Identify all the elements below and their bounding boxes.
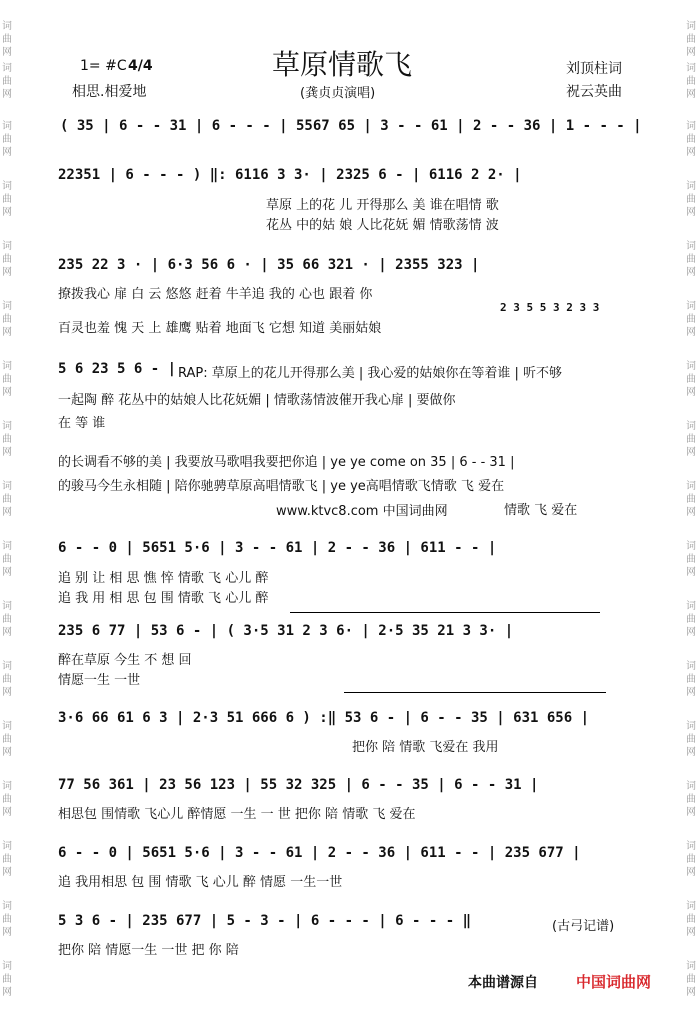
wm-char: 词: [686, 63, 696, 74]
wm-char: 词: [2, 601, 12, 612]
wm-char: 曲: [686, 134, 696, 145]
wm-char: 曲: [686, 614, 696, 625]
lyric-row: 情愿一生 一世: [58, 673, 141, 688]
wm-char: 词: [2, 301, 12, 312]
lyricist: 刘顶柱词: [566, 61, 622, 77]
notation-row: 6 - - 0 | 5651 5·6 | 3 - - 61 | 2 - - 36 | 611 - - |: [58, 540, 497, 556]
lyric-row: 的骏马今生永相随 | 陪你驰骋草原高唱情歌飞 | ye ye高唱情歌飞情歌 飞 爱在: [58, 479, 505, 494]
wm-char: 网: [686, 567, 696, 578]
wm-char: 词: [686, 301, 696, 312]
wm-char: 词: [686, 661, 696, 672]
wm-char: 曲: [2, 974, 12, 985]
wm-char: 词: [686, 721, 696, 732]
wm-char: 曲: [2, 314, 12, 325]
notation-row: 235 6 77 | 53 6 - | ( 3·5 31 2 3 6· | 2·5 35 21 3 3· |: [58, 623, 514, 639]
wm-char: 曲: [686, 494, 696, 505]
lyric-row: 把你 陪 情愿一生 一世 把 你 陪: [58, 943, 239, 958]
page-title: 草原情歌飞: [272, 48, 413, 81]
wm-char: 网: [2, 447, 12, 458]
notation-row: 6 - - 0 | 5651 5·6 | 3 - - 61 | 2 - - 36 | 611 - - | 235 677 |: [58, 845, 581, 861]
wm-char: 网: [686, 267, 696, 278]
wm-char: 曲: [2, 134, 12, 145]
transcriber-note: (古弓记谱): [552, 919, 615, 934]
notation-row: 5 3 6 - | 235 677 | 5 - 3 - | 6 - - - | 6 - - - ‖: [58, 913, 472, 929]
wm-char: 曲: [686, 194, 696, 205]
lyric-row: 相思包 围情歌 飞心儿 醉情愿 一生 一 世 把你 陪 情歌 飞 爱在: [58, 807, 416, 822]
wm-char: 词: [2, 361, 12, 372]
wm-char: 网: [686, 207, 696, 218]
wm-char: 词: [686, 481, 696, 492]
notation-row: ( 35 | 6 - - 31 | 6 - - - | 5567 65 | 3 - - 61 | 2 - - 36 | 1 - - - |: [60, 118, 642, 134]
notation-row: 77 56 361 | 23 56 123 | 55 32 325 | 6 - - 35 | 6 - - 31 |: [58, 777, 539, 793]
wm-char: 网: [686, 687, 696, 698]
wm-char: 曲: [686, 674, 696, 685]
wm-char: 曲: [686, 254, 696, 265]
alt-notation: 2 3 5 5 3 2 3 3: [500, 301, 600, 314]
lyric-row: 情歌 飞 爱在: [504, 503, 578, 518]
wm-char: 曲: [686, 854, 696, 865]
wm-char: 词: [2, 21, 12, 32]
site-link[interactable]: 中国词曲网: [576, 973, 652, 991]
wm-char: 词: [686, 961, 696, 972]
lyric-row: 追 别 让 相 思 憔 悴 情歌 飞 心儿 醉: [58, 571, 269, 586]
time-signature: 4/4: [128, 58, 153, 74]
wm-char: 网: [2, 927, 12, 938]
wm-char: 词: [2, 63, 12, 74]
lyric-row: 在 等 谁: [58, 416, 106, 431]
wm-char: 网: [2, 507, 12, 518]
wm-char: 网: [2, 747, 12, 758]
wm-char: 曲: [2, 734, 12, 745]
wm-char: 词: [686, 781, 696, 792]
wm-char: 网: [686, 867, 696, 878]
wm-char: 词: [2, 841, 12, 852]
wm-char: 词: [686, 541, 696, 552]
wm-char: 曲: [686, 374, 696, 385]
rap-lyric: RAP: 草原上的花儿开得那么美 | 我心爱的姑娘你在等着谁 | 听不够: [178, 366, 563, 381]
wm-char: 曲: [2, 674, 12, 685]
wm-char: 网: [2, 147, 12, 158]
wm-char: 曲: [2, 374, 12, 385]
notation-row: 3·6 66 61 6 3 | 2·3 51 666 6 ) :‖ 53 6 - | 6 - - 35 | 631 656 |: [58, 710, 590, 726]
wm-char: 曲: [2, 34, 12, 45]
wm-char: 网: [2, 987, 12, 998]
wm-char: 词: [686, 241, 696, 252]
wm-char: 曲: [686, 314, 696, 325]
wm-char: 词: [2, 781, 12, 792]
lyric-row: 撩拨我心 扉 白 云 悠悠 赶着 牛羊追 我的 心也 跟着 你: [58, 287, 373, 302]
wm-char: 网: [686, 89, 696, 100]
wm-char: 词: [2, 901, 12, 912]
wm-char: 网: [2, 207, 12, 218]
lyric-row: 追 我 用 相 思 包 围 情歌 飞 心儿 醉: [58, 591, 269, 606]
wm-char: 曲: [686, 76, 696, 87]
wm-char: 网: [2, 89, 12, 100]
wm-char: 曲: [2, 794, 12, 805]
wm-char: 曲: [2, 434, 12, 445]
volta-line: [290, 612, 600, 613]
wm-char: 网: [2, 687, 12, 698]
composer: 祝云英曲: [566, 84, 622, 100]
wm-char: 曲: [686, 554, 696, 565]
wm-char: 网: [686, 147, 696, 158]
wm-char: 网: [686, 987, 696, 998]
wm-char: 词: [2, 721, 12, 732]
wm-char: 词: [686, 901, 696, 912]
wm-char: 词: [686, 181, 696, 192]
wm-char: 网: [2, 327, 12, 338]
wm-char: 网: [2, 267, 12, 278]
lyric-row: 百灵也羞 愧 天 上 雄鹰 贴着 地面飞 它想 知道 美丽姑娘: [58, 321, 382, 336]
wm-char: 曲: [686, 434, 696, 445]
notation-row: 235 22 3 · | 6·3 56 6 · | 35 66 321 · | 2355 323 |: [58, 257, 480, 273]
wm-char: 词: [2, 421, 12, 432]
wm-char: 词: [2, 481, 12, 492]
wm-char: 曲: [2, 854, 12, 865]
wm-char: 曲: [2, 76, 12, 87]
singer: (龚贞贞演唱): [300, 86, 376, 101]
wm-char: 曲: [686, 914, 696, 925]
wm-char: 词: [686, 421, 696, 432]
wm-char: 曲: [2, 914, 12, 925]
wm-char: 网: [686, 447, 696, 458]
notation-row: 22351 | 6 - - - ) ‖: 6116 3 3· | 2325 6 - | 6116 2 2· |: [58, 167, 522, 183]
wm-char: 曲: [686, 34, 696, 45]
wm-char: 曲: [2, 254, 12, 265]
wm-char: 曲: [686, 734, 696, 745]
lyric-row: 草原 上的花 儿 开得那么 美 谁在唱情 歌: [266, 198, 499, 213]
key-signature: 1= #C: [80, 58, 127, 74]
wm-char: 网: [686, 507, 696, 518]
notation-row: 5 6 23 5 6 - |: [58, 361, 177, 377]
wm-char: 词: [2, 121, 12, 132]
volta-line: [344, 692, 606, 693]
lyric-row: 醉在草原 今生 不 想 回: [58, 653, 192, 668]
wm-char: 网: [686, 327, 696, 338]
wm-char: 词: [686, 601, 696, 612]
wm-char: 网: [686, 747, 696, 758]
lyric-row: 的长调看不够的美 | 我要放马歌唱我要把你追 | ye ye come on 35 | 6 - - 31 |: [58, 455, 515, 470]
lyric-row: 一起陶 醉 花丛中的姑娘人比花妩媚 | 情歌荡情波催开我心扉 | 要做你: [58, 393, 456, 408]
wm-char: 网: [2, 867, 12, 878]
site-watermark-text: www.ktvc8.com 中国词曲网: [276, 504, 448, 519]
lyric-row: 花丛 中的姑 娘 人比花妩 媚 情歌荡情 波: [266, 218, 499, 233]
wm-char: 词: [2, 541, 12, 552]
style-marking: 相思.相爱地: [72, 84, 147, 100]
wm-char: 网: [686, 807, 696, 818]
wm-char: 网: [2, 807, 12, 818]
wm-char: 网: [2, 47, 12, 58]
wm-char: 词: [2, 181, 12, 192]
wm-char: 词: [2, 661, 12, 672]
wm-char: 网: [2, 627, 12, 638]
wm-char: 词: [686, 21, 696, 32]
wm-char: 曲: [2, 554, 12, 565]
wm-char: 词: [686, 361, 696, 372]
wm-char: 曲: [2, 194, 12, 205]
wm-char: 词: [686, 121, 696, 132]
wm-char: 曲: [686, 974, 696, 985]
wm-char: 网: [686, 627, 696, 638]
wm-char: 网: [2, 387, 12, 398]
wm-char: 曲: [2, 494, 12, 505]
wm-char: 词: [2, 241, 12, 252]
wm-char: 曲: [686, 794, 696, 805]
wm-char: 网: [686, 387, 696, 398]
wm-char: 网: [686, 927, 696, 938]
source-label: 本曲谱源自: [468, 975, 538, 991]
lyric-row: 把你 陪 情歌 飞爱在 我用: [352, 740, 499, 755]
wm-char: 词: [686, 841, 696, 852]
wm-char: 曲: [2, 614, 12, 625]
wm-char: 词: [2, 961, 12, 972]
wm-char: 网: [686, 47, 696, 58]
lyric-row: 追 我用相思 包 围 情歌 飞 心儿 醉 情愿 一生一世: [58, 875, 343, 890]
wm-char: 网: [2, 567, 12, 578]
